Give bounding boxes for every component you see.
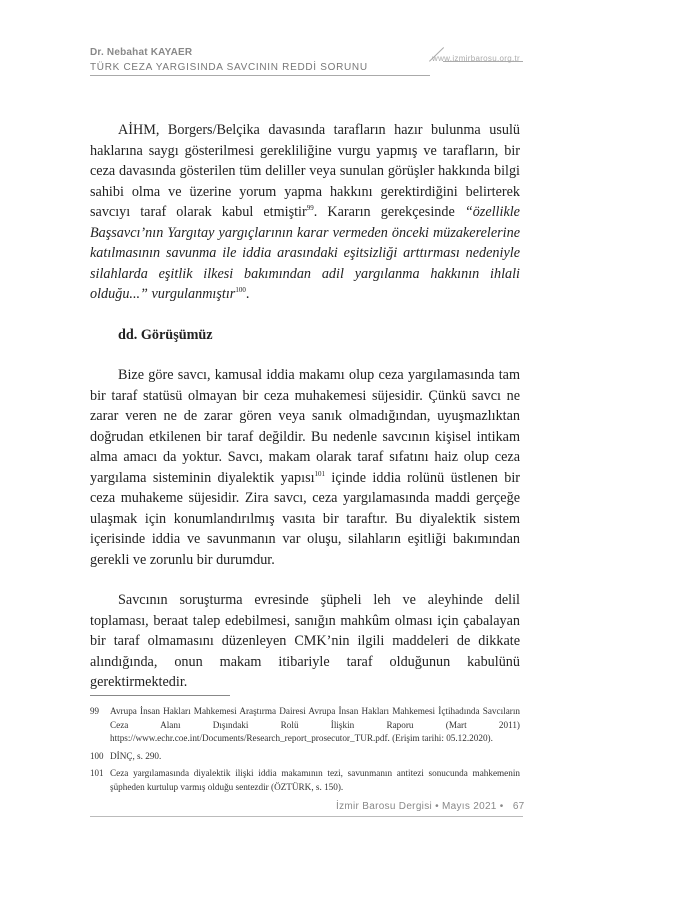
section-heading: dd. Görüşümüz (118, 326, 213, 343)
footer-rule (90, 816, 523, 817)
paragraph-1-quote: “özellikle Başsavcı’nın Yargıtay yargıçlarının karar vermeden önceki müzakerelerine katılmasının savunma ile iddia arasındaki eşitsizliği arttırması nedeniyle silahlarda eşitlik ilkesi bakımından adil yargılanma hakkının ihlali olduğu...” vurgulanmıştır (90, 204, 520, 302)
footnote-number: 100 (90, 750, 104, 761)
footnote-number: 101 (90, 768, 104, 778)
footnote-text: Ceza yargılamasında diyalektik ilişki iddia makamının tezi, savunmanın antitezi sonucunda mahkemenin şüpheden kurtulup varmış olduğu sentezdir (ÖZTÜRK, s. 150). (110, 768, 520, 792)
paragraph-2-text: Bize göre savcı, kamusal iddia makamı olup ceza yargılamasında tam bir taraf statüsü olmayan bir ceza muhakemesi süjesidir. Çünkü savcı ne zarar veren ne de zarar gören veya sanık olmadığından, uyuşmazlıktan doğrudan etkilenen bir taraf değildir. Bu nedenle savcının kişisel intikam alma amacı da yoktur. Savcı, makam olarak taraf sıfatını haiz olup ceza yargılama sisteminin diyalektik yapısı (90, 367, 520, 486)
page-number: 67 (512, 801, 525, 812)
footnote-ref-99[interactable]: 99 (306, 204, 314, 212)
footnote-ref-100[interactable]: 100 (235, 286, 246, 294)
paragraph-3: Savcının soruşturma evresinde şüpheli leh ve aleyhinde delil toplaması, beraat talep edebilmesi, sanığın mahkûm olması için çabalayan bir taraf olmamasını düzenleyen CMK’nin ilgili maddeleri de dikkate alındığında, onun makam itibariyle taraf olduğunun kabulünü gerektirmektedir. (90, 592, 520, 690)
footnote-item (90, 705, 520, 746)
footer (336, 801, 525, 812)
footnote-rule (90, 695, 230, 696)
footnote-ref-101[interactable]: 101 (314, 469, 326, 478)
paragraph-2 (90, 365, 520, 570)
footnotes (90, 705, 520, 798)
paragraph-1-text-2: . Kararın gerekçesinde (313, 204, 465, 220)
header-article-title: TÜRK CEZA YARGISINDA SAVCININ REDDİ SORUNU (90, 62, 368, 73)
footnote-item (90, 750, 520, 764)
header-rule (90, 75, 430, 76)
footnote-text: Avrupa İnsan Hakları Mahkemesi Araştırma Dairesi Avrupa İnsan Hakları Mahkemesi İçtihadında Savcıların Ceza Alanı Dışındaki Rolü İlişkin Raporu (Mart 2011) https://www.echr.coe.int/Documents/Research_report_prosecutor_TUR.pdf. (Erişim tarihi: 05.12.2020). (110, 706, 520, 743)
paragraph-2-text-2: içinde iddia rolünü üstlenen bir ceza muhakeme süjesidir. Zira savcı, ceza yargılamasında maddi gerçeğe ulaşmak için konumlandırılmış vasıta bir taraftır. Bu diyalektik sistem içerisinde iddia ve savunmanın var oluşu, silahların eşitliği bakımından gerekli ve zorunlu bir durumdur. (90, 469, 520, 568)
paragraph-1-text: AİHM, Borgers/Belçika davasında tarafların hazır bulunma usulü haklarına saygı gösterilmesi gerekliliğine vurgu yapmış ve tarafların, bir ceza davasında gösterilen tüm deliller veya sunulan görüşler hakkında bilgi sahibi olma ve üzerine yorum yapma hakkını gerektirdiğini belirterek savcıyı taraf olarak kabul etmiştir (90, 122, 520, 220)
footnote-number: 99 (90, 706, 99, 716)
header-author: Dr. Nebahat KAYAER (90, 47, 193, 58)
body-text (90, 120, 520, 693)
footnote-text: DİNÇ, s. 290. (110, 750, 162, 761)
paragraph-1 (90, 120, 520, 305)
footer-journal: İzmir Barosu Dergisi • Mayıs 2021 • (336, 801, 504, 812)
header-rule-right (443, 61, 523, 62)
footnote-item (90, 767, 520, 794)
header-url: www.izmirbarosu.org.tr (432, 54, 520, 63)
paragraph-1-end: . (245, 286, 250, 302)
